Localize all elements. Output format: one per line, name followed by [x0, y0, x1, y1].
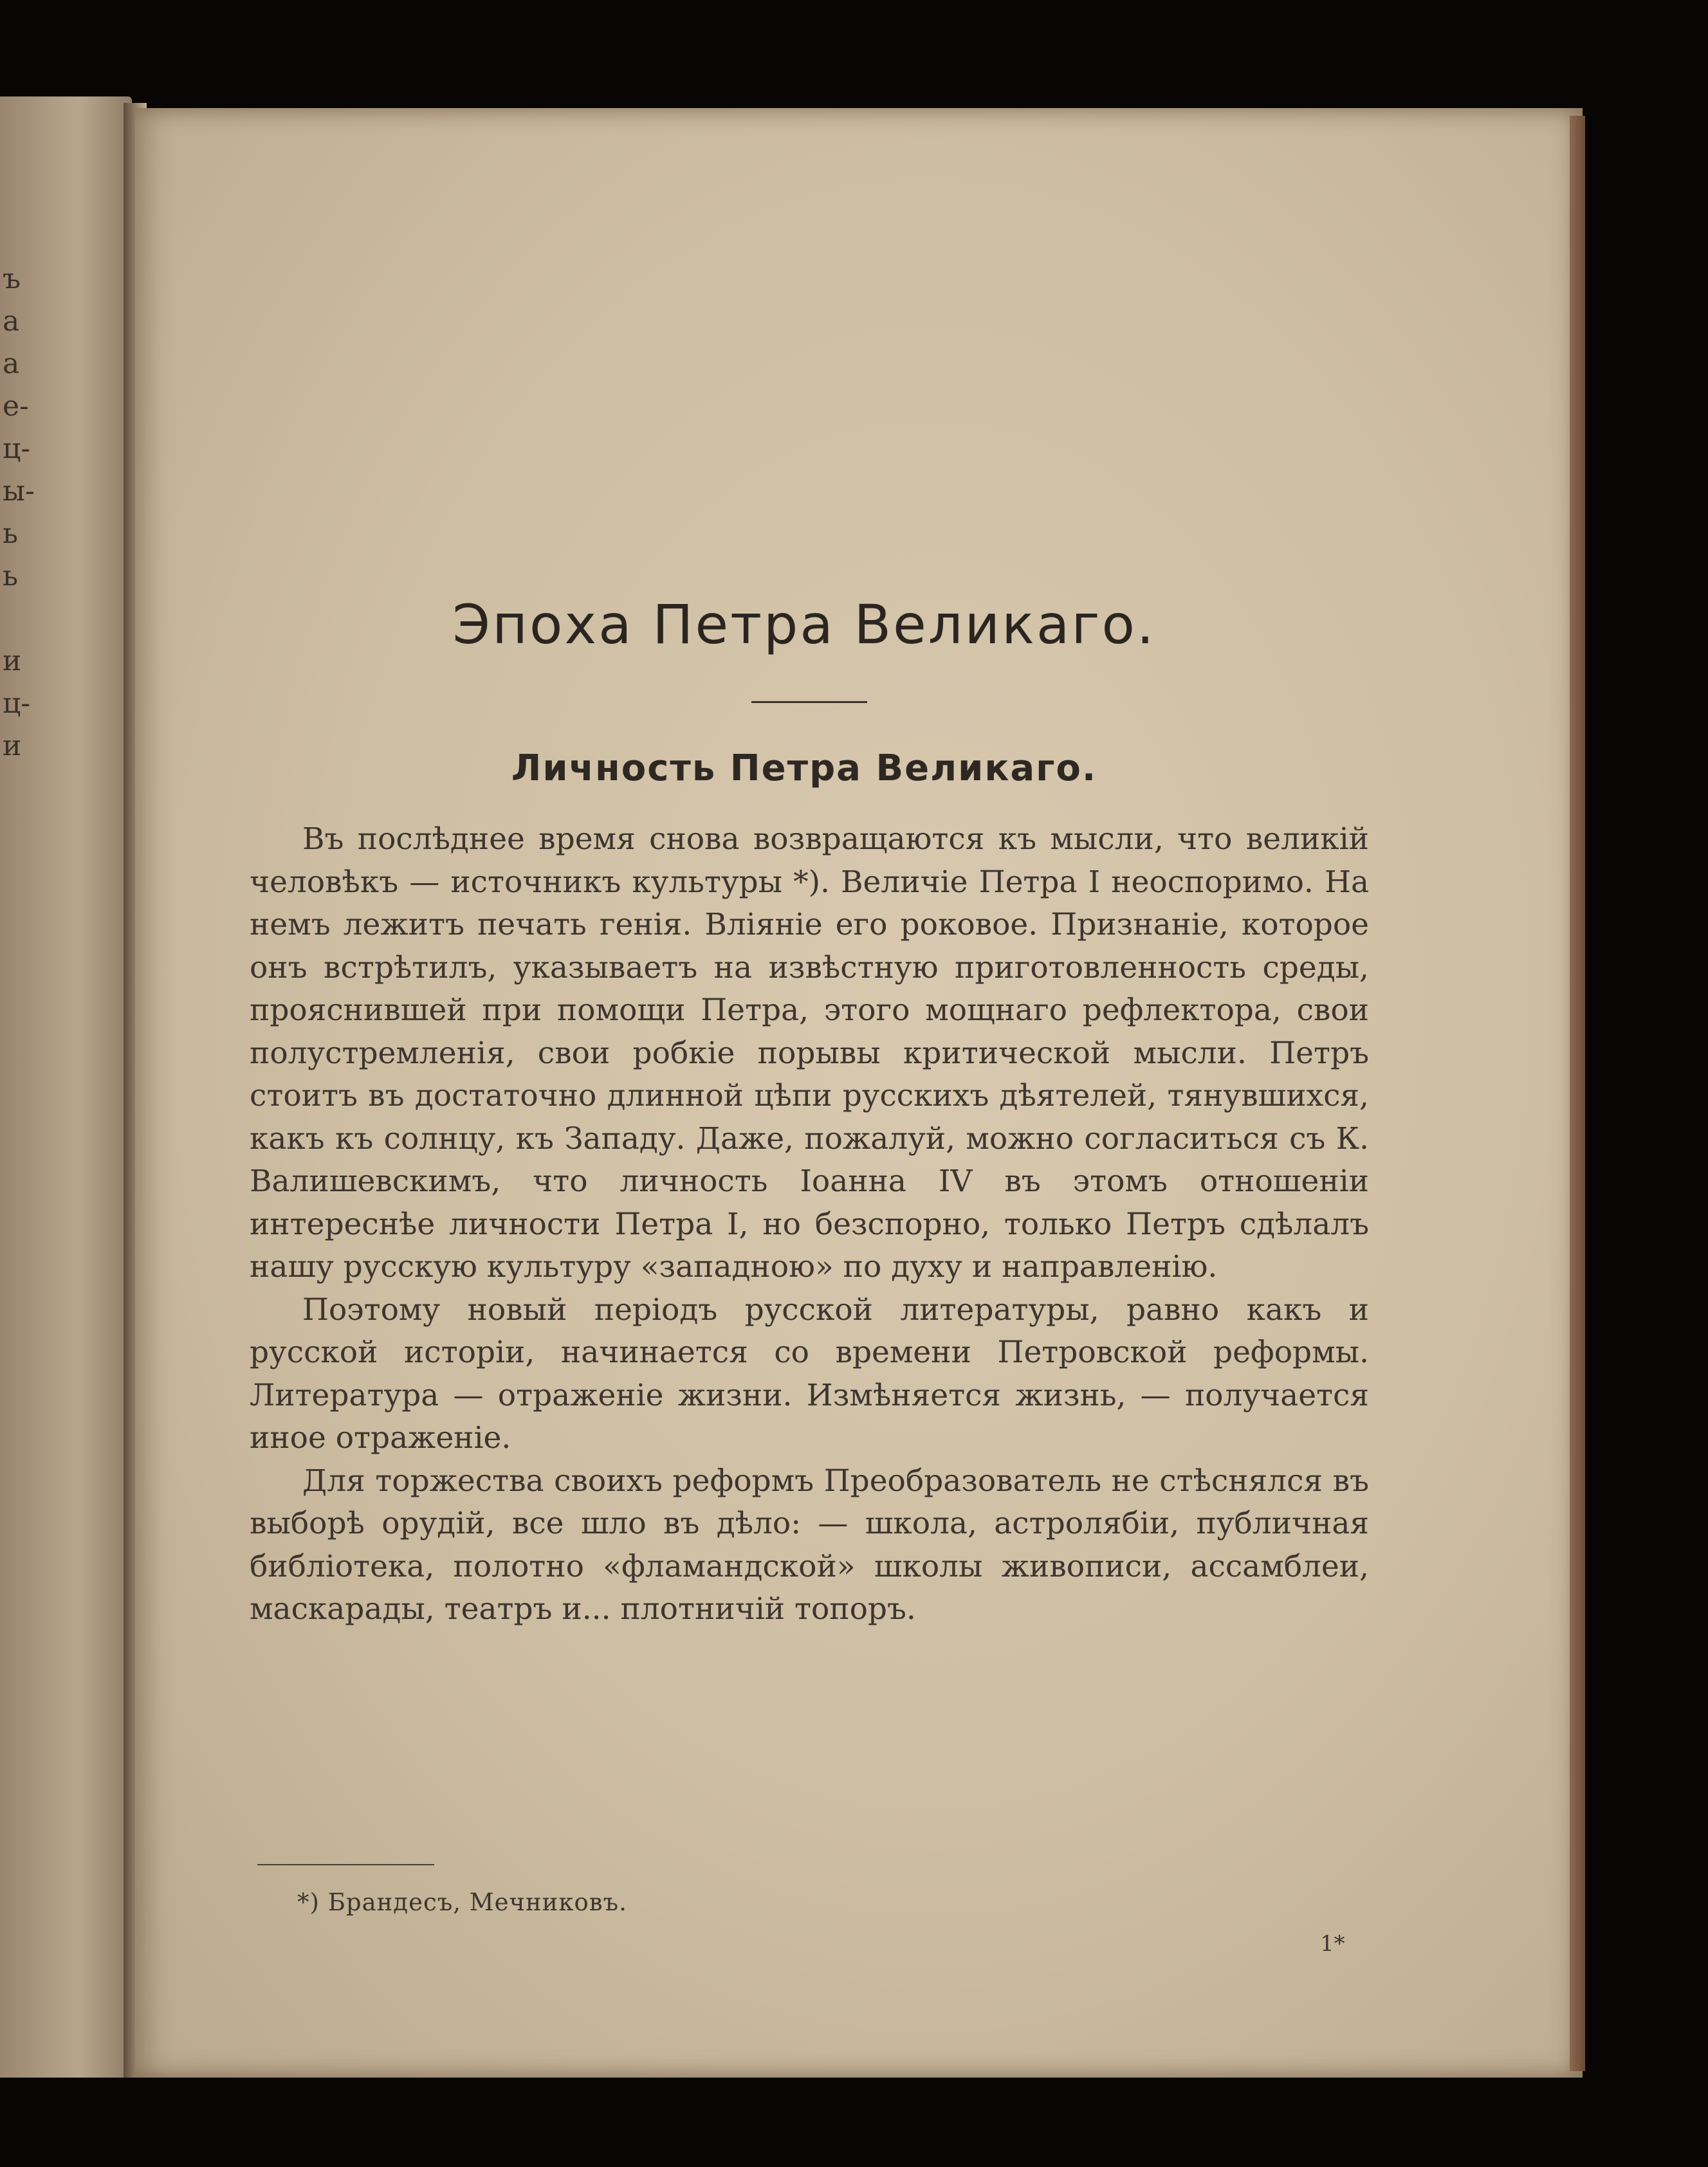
title-divider [751, 701, 867, 703]
page-edge [1570, 116, 1585, 2071]
left-page-fragment: ц- [3, 432, 31, 465]
left-page-fragment: ы- [3, 475, 35, 507]
left-page-fragment: и [3, 645, 22, 677]
paragraph: Для торжества своихъ реформъ Преобразователь не стѣснялся въ выборѣ орудій, все шло въ дѣло: — школа, астролябіи, публичная библіотека, полотно «фламандской» школы живописи, ассамблеи, маскарады, театръ и... плотничій топоръ. [250, 1463, 1369, 1627]
left-page-fragment: ц- [3, 687, 31, 720]
left-page-fragment: а [3, 305, 20, 338]
body-text [250, 818, 1369, 1631]
left-page-fragment: а [3, 347, 20, 380]
chapter-title: Эпоха Петра Великаго. [452, 593, 1156, 656]
page-number: 1* [1320, 1931, 1345, 1957]
left-page-fragment: ь [3, 517, 18, 550]
left-page-fragment: ъ [3, 262, 21, 295]
paragraph: Поэтому новый періодъ русской литературы, равно какъ и русской исторіи, начинается со времени Петровской реформы. Литература — отраженіе жизни. Измѣняется жизнь, — получается иное отраженіе. [250, 1292, 1369, 1456]
left-page-fragment: и [3, 729, 22, 762]
left-page-fragment: е- [3, 390, 29, 423]
left-page-edge [0, 96, 132, 2078]
left-page-fragment: ь [3, 560, 18, 592]
section-title: Личность Петра Великаго. [511, 747, 1097, 789]
footnote: *) Брандесъ, Мечниковъ. [297, 1888, 627, 1916]
paragraph: Въ послѣднее время снова возвращаются къ мысли, что великій человѣкъ — источникъ культуры *). Величіе Петра I неоспоримо. На немъ лежитъ печать генія. Вліяніе его роковое. Признаніе, которое онъ встрѣтилъ, указываетъ на извѣстную приготовленность среды, прояснившей при помощи Петра, этого мощнаго рефлектора, свои полустремленія, свои робкіе порывы критической мысли. Петръ стоитъ въ достаточно длинной цѣпи русскихъ дѣятелей, тянувшихся, какъ къ солнцу, къ Западу. Даже, пожалуй, можно согласиться съ К. Валишевскимъ, что личность Іоанна IV въ этомъ отношеніи интереснѣе личности Петра I, но безспорно, только Петръ сдѣлалъ нашу русскую культуру «западною» по духу и направленію. [250, 821, 1369, 1285]
footnote-divider [257, 1864, 434, 1865]
